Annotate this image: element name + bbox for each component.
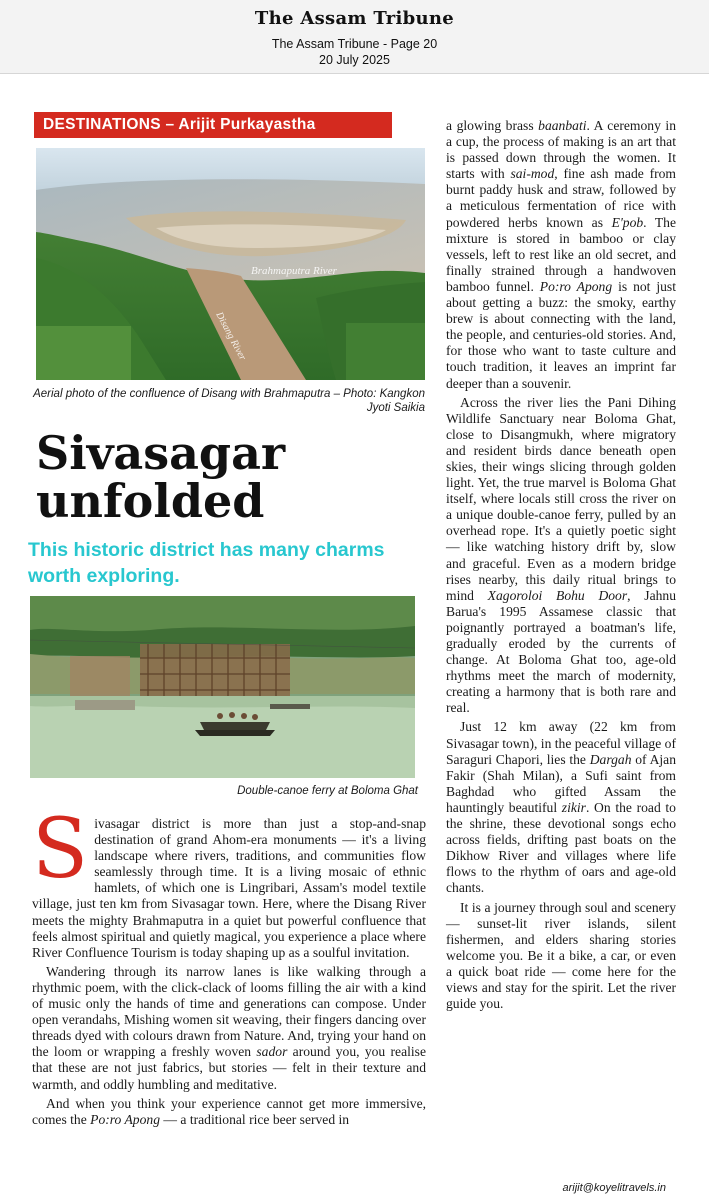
issue-date: 20 July 2025: [319, 53, 390, 67]
article-subheadline: This historic district has many charms worth exploring.: [28, 539, 385, 587]
aerial-confluence-photo: [36, 148, 425, 380]
article-headline: Sivasagar unfolded: [36, 426, 286, 528]
masthead-logo: The Assam Tribune: [254, 8, 455, 29]
paragraph-2: Wandering through its narrow lanes is like walking through a rhythmic poem, with the click-clack of looms filling the air with a kind of music only the hands of time and generations can compose. Under open verandahs, Mishing women sit weaving, their fingers dancing over threads dyed with colours drawn from Nature. And, trying your hand on the loom or wrapping a freshly woven sador around you, you realise that these are not just fabrics, but stories — felt in their texture and warmth, and oddly humbling and meditative.: [32, 963, 426, 1092]
paragraph-3-start: And when you think your experience cannot get more immersive, comes the Po:ro Apong — a traditional rice beer served in: [32, 1095, 426, 1127]
ferry-photo-image: [30, 596, 415, 778]
paragraph-3-continued: a glowing brass baanbati. A ceremony in a cup, the process of making is an art that is passed down through the women. It starts with sai-mod, fine ash made from burnt paddy husk and straw, followed by a meticulous fermentation of rice with powdered herbs known as E'pob. The mixture is stored in bamboo or clay vessels, left to rest like an old secret, and finally strained through a handwoven bamboo funnel. Po:ro Apong is not just about getting a buzz: the smoky, earthy brew is about connecting with the land, the people, and centuries-old stories. And, for those who want to taste culture and touch tradition, it leaves an imprint far deeper than a souvenir.: [446, 118, 677, 391]
article-body-left: [32, 802, 426, 1131]
ferry-photo: [30, 596, 415, 778]
aerial-photo-image: [36, 148, 425, 380]
paragraph-1: Sivasagar district is more than just a stop-and-snap destination of grand Ahom-era monuments — it's a living landscape where rivers, traditions, and communities flow seamlessly through time. It is a living mosaic of ethnic hamlets, of which one is Lingribari, Assam's model textile village, just ten km from Sivasagar town. Here, where the Disang River meets the mighty Brahmaputra in a quiet but powerful confluence that feels almost spiritual and quietly magical, you experience a place where River Confluence Tourism is today shaping up as a soulful invitation.: [32, 802, 426, 960]
right-column: [446, 118, 676, 1198]
brahmaputra-label: Brahmaputra River: [251, 265, 337, 277]
page-title: The Assam Tribune - Page 20: [271, 37, 438, 51]
photo1-caption: Aerial photo of the confluence of Disang with Brahmaputra – Photo: Kangkon Jyoti Saikia: [33, 388, 425, 414]
author-email[interactable]: arijit@koyelitravels.in: [562, 1182, 666, 1194]
disang-label: Disang River: [213, 310, 248, 363]
paragraph-5: Just 12 km away (22 km from Sivasagar town), in the peaceful village of Saraguri Chapori, lies the Dargah of Ajan Fakir (Shah Milan), a Sufi saint from Baghdad who gifted Assam the hauntingly beautiful zikir. On the road to the shrine, these devotional songs echo across fields, drifting past boats on the Dikhow River and villages where life flows to the rhythm of oars and age-old chants.: [446, 719, 677, 896]
left-column: [10, 104, 428, 1200]
photo2-caption: Double-canoe ferry at Boloma Ghat: [237, 785, 418, 797]
section-banner: DESTINATIONS – Arijit Purkayastha: [34, 112, 392, 138]
paragraph-6: It is a journey through soul and scenery — sunset-lit river islands, silent fishermen, and elders sharing stories welcome you. Be it a bike, a car, or even a quick boat ride — come here for the views and stay for the spirit. Let the river guide you.: [446, 899, 676, 1012]
viewer-header: [0, 0, 709, 74]
paragraph-4: Across the river lies the Pani Dihing Wildlife Sanctuary near Boloma Ghat, close to Disangmukh, where migratory and resident birds dance beneath open skies, their wings slicing through golden light. Yet, the true marvel is Boloma Ghat itself, where locals still cross the river on a unique double-canoe ferry, pulled by an overhead rope. It's a quietly poetic sight — like watching history drift by, slow and graceful. Even as a modern bridge rises nearby, this daily ritual brings to mind Xagoroloi Bohu Door, Jahnu Barua's 1995 Assamese classic that poignantly portrayed a boatman's life, gradually eroded by the currents of change. At Boloma Ghat too, age-old rhythms meet the march of modernity, creating a harmony that is both rare and real.: [446, 394, 676, 716]
drop-cap: S: [32, 802, 89, 897]
newspaper-page: [6, 104, 703, 1200]
